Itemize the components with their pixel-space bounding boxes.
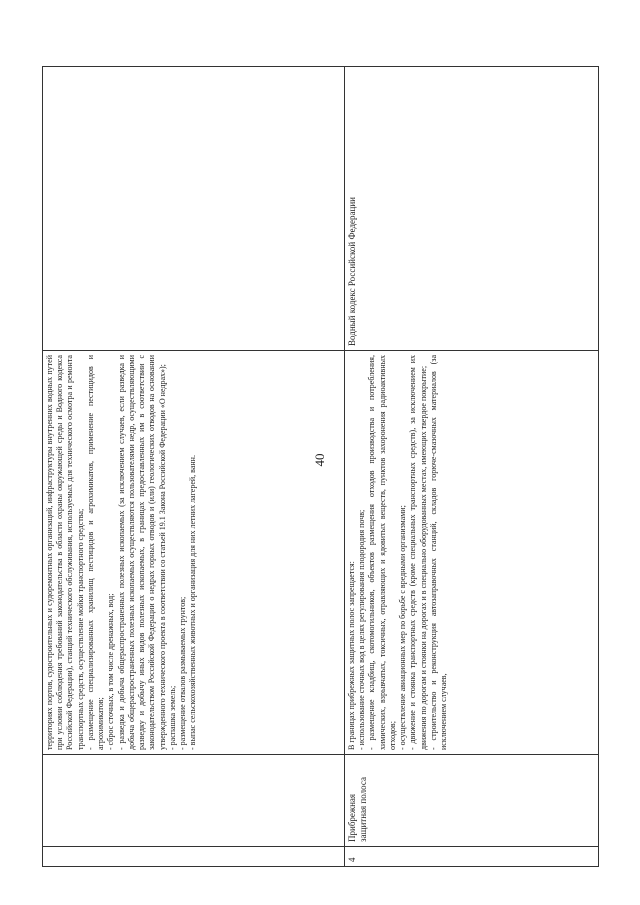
- zone-name-cell: [43, 755, 345, 847]
- legal-source-cell: Водный кодекс Российской Федерации: [345, 67, 599, 351]
- restriction-line: - сброс сточных, в том числе дренажных, вод;: [106, 593, 116, 750]
- restriction-line: В границах прибрежных защитных полос запрещается:: [347, 561, 356, 750]
- restriction-line: - размещение отвалов размываемых грунтов;: [178, 596, 188, 750]
- restriction-line: - размещение специализированных хранилищ пестицидов и агрохимикатов, применение пестицидов и агрохимикатов;: [85, 355, 106, 750]
- restrictions-cell: [345, 351, 599, 755]
- restriction-line: территориях портов, судостроительных и судоремонтных организаций, инфраструктуры внутренних водных путей при условии соблюдения требований законодательства в области охраны окружающей среды и Водного кодекса Российской Федерации), станций технического обслуживания, используемых для технического осмотра и ремонта транспортных средств, осуществление мойки транспортного средства;: [45, 355, 85, 750]
- restriction-line: - распашка земель;: [167, 685, 177, 750]
- zone-name-cell: Прибрежная защитная полоса: [345, 755, 599, 847]
- restriction-line: - движение и стоянка транспортных средств (кроме специальных транспортных средств), за исключением их движения по дорогам и стоянки на дорогах и в специально оборудованных местах, имеющих твердое покрытие;: [408, 355, 428, 750]
- table-row: [43, 67, 345, 867]
- restriction-line: - разведка и добыча общераспространенных полезных ископаемых (за исключением случаев, если разведка и добыча общераспространенных полезных ископаемых осуществляются пользователями недр, осуществляющими разведку и добычу иных видов полезных ископаемых, в границах предоставленных им в соответствии с законодательством Российской Федерации о недрах горных отводов и (или) геологических отводов на основании утвержденного технического проекта в соответствии со статьей 19.1 Закона Российской Федерации «О недрах»);: [116, 355, 167, 750]
- legal-source-cell: [43, 67, 345, 351]
- row-number-cell: 4: [345, 847, 599, 867]
- page-number: 40: [312, 453, 327, 467]
- restriction-line: - использование сточных вод в целях регулирования плодородия почв;: [357, 509, 367, 750]
- table-row: [345, 67, 599, 867]
- restrictions-cell: [43, 351, 345, 755]
- restriction-line: - осуществление авиационных мер по борьбе с вредными организмами;: [398, 505, 408, 750]
- row-number-cell: [43, 847, 345, 867]
- restriction-line: - размещение кладбищ, скотомогильников, объектов размещения отходов производства и потребления, химических, взрывчатых, токсичных, отравляющих и ядовитых веществ, пунктов захоронения радиоактивных отходов;: [367, 355, 397, 750]
- regulation-table: [42, 67, 598, 867]
- restriction-line: - выпас сельскохозяйственных животных и организация для них летних лагерей, ванн.: [188, 455, 198, 750]
- restriction-line: - строительство и реконструкция автозаправочных станций, складов горюче-смазочных материалов (за исключением случаев,: [428, 355, 449, 750]
